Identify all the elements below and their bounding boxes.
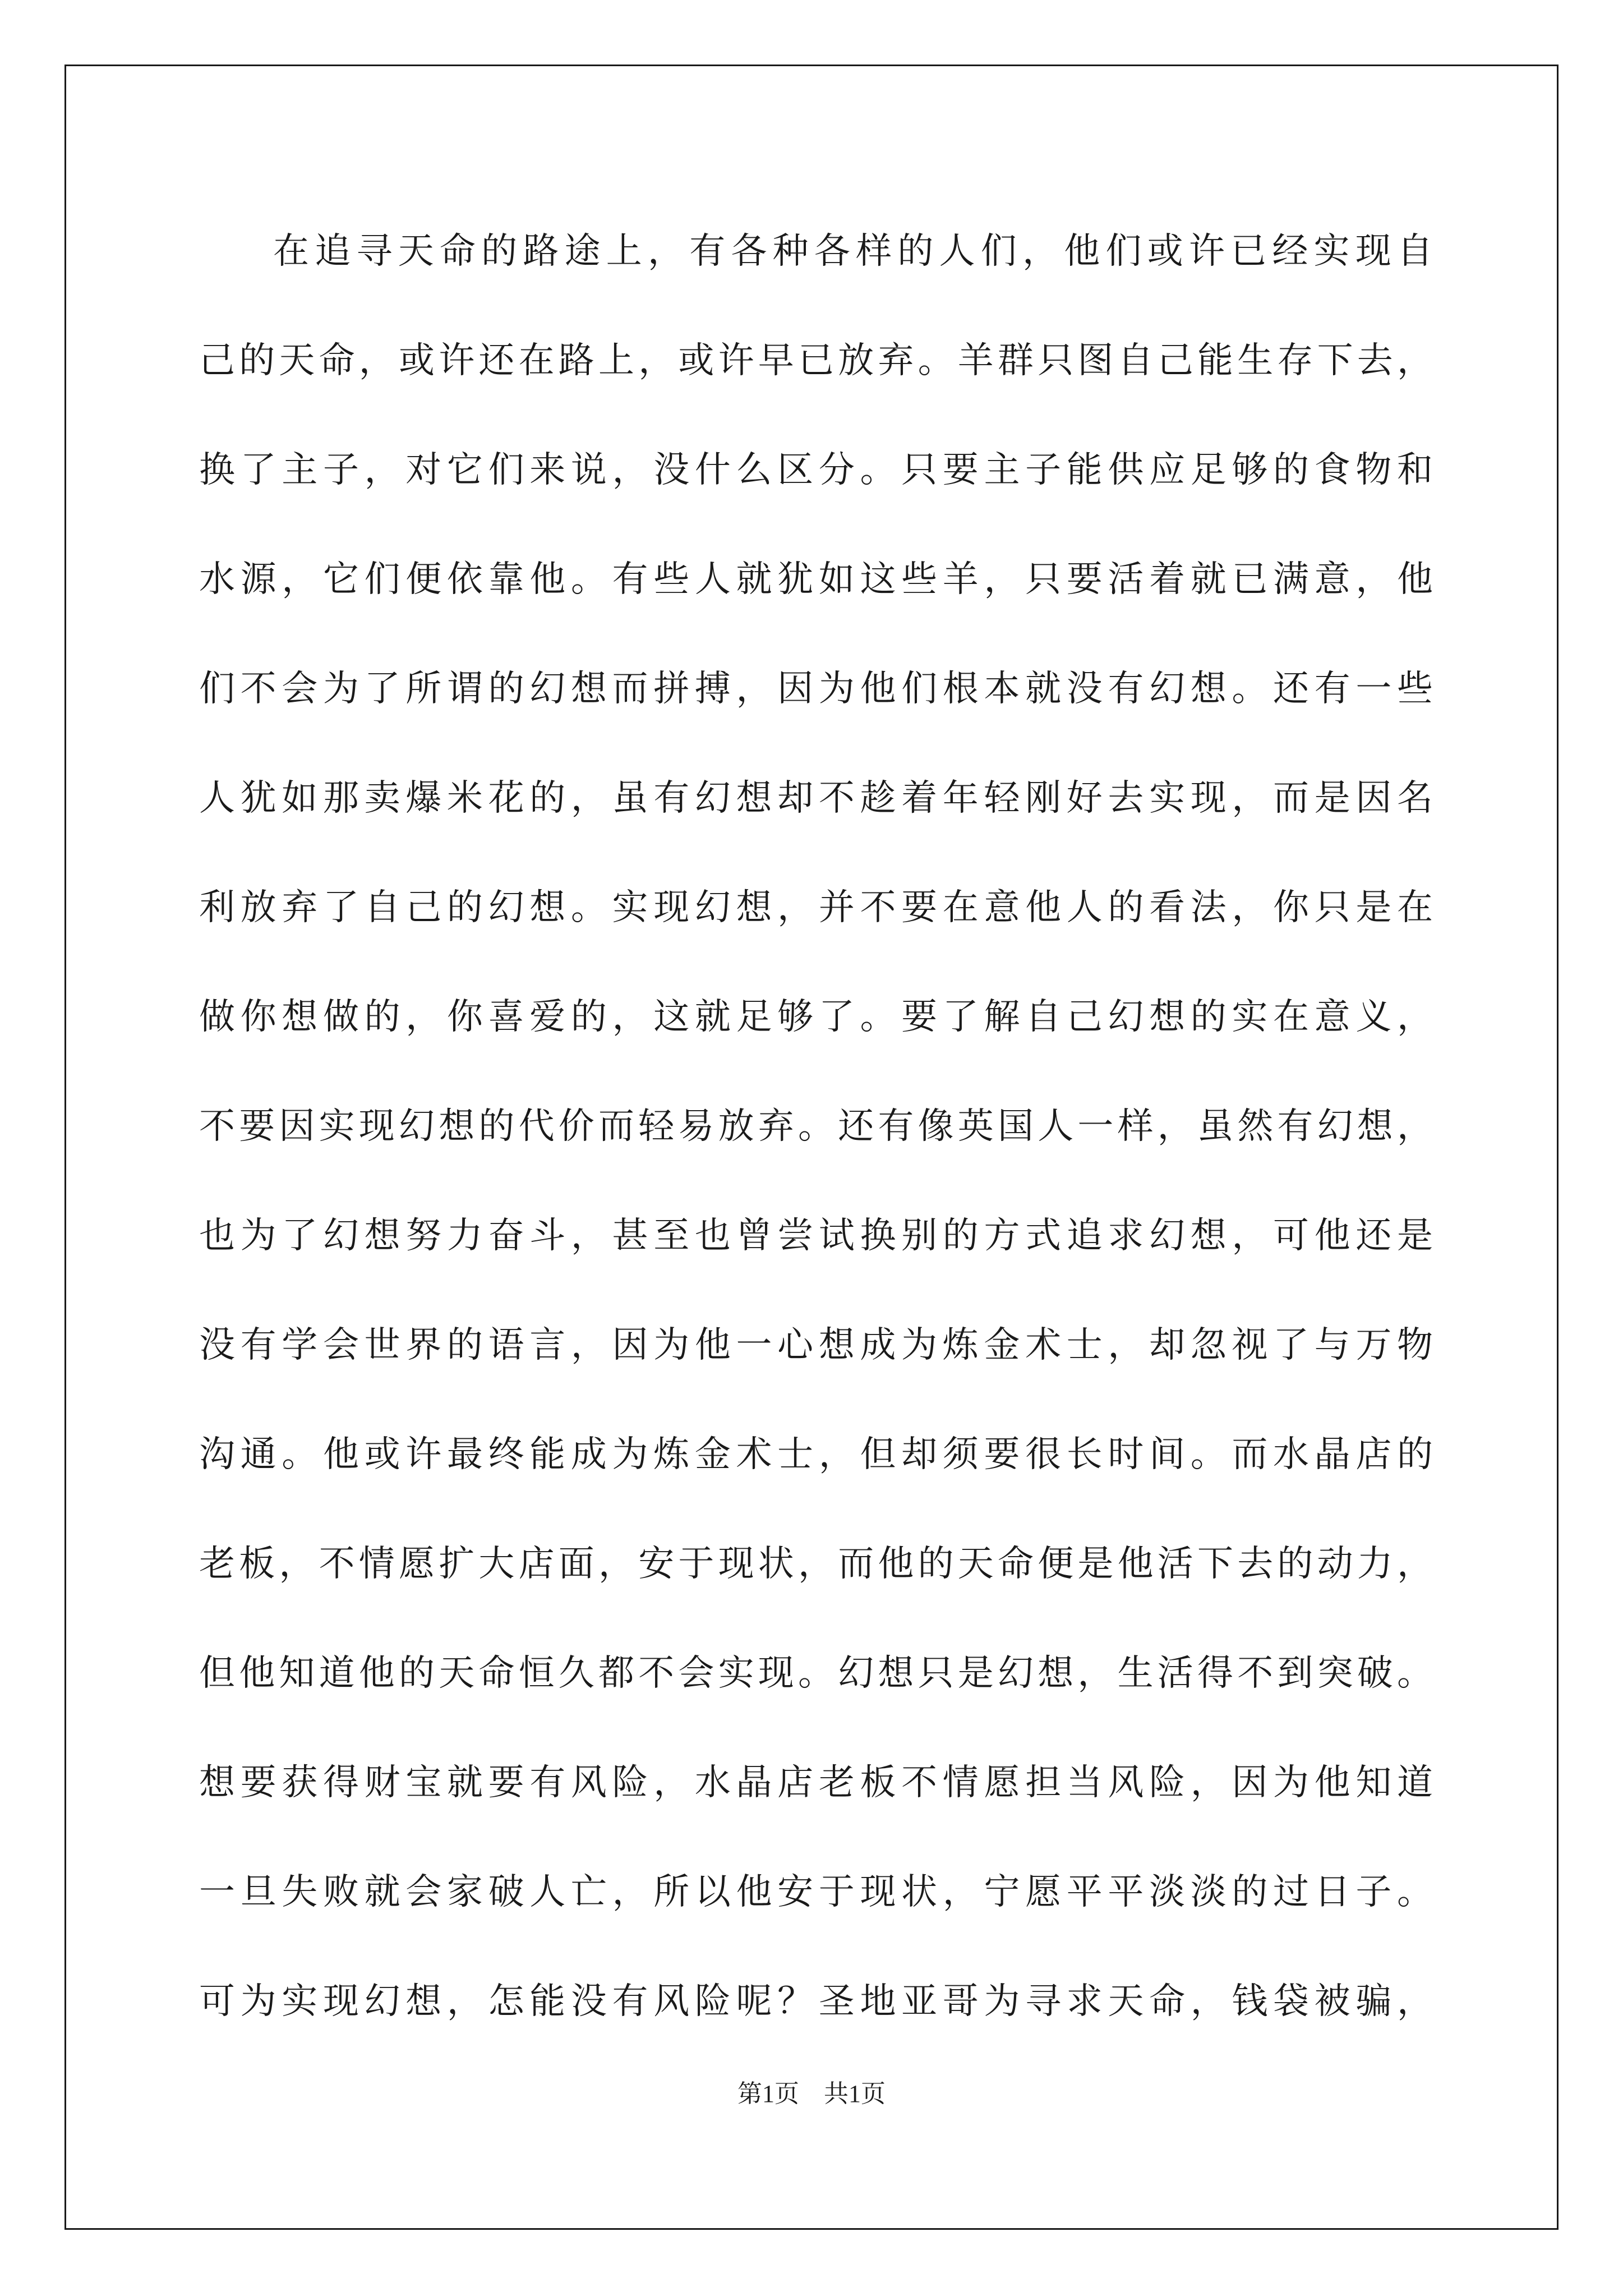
paragraph-line: 没有学会世界的语言，因为他一心想成为炼金术士，却忽视了与万物 — [199, 1324, 1433, 1366]
paragraph-line: 不要因实现幻想的代价而轻易放弃。还有像英国人一样，虽然有幻想， — [199, 1106, 1433, 1147]
paragraph-line: 在追寻天命的路途上，有各种各样的人们，他们或许已经实现自 — [273, 231, 1433, 272]
paragraph-line: 沟通。他或许最终能成为炼金术士，但却须要很长时间。而水晶店的 — [199, 1434, 1433, 1475]
paragraph-line: 想要获得财宝就要有风险，水晶店老板不情愿担当风险，因为他知道 — [199, 1762, 1433, 1803]
paragraph-line: 老板，不情愿扩大店面，安于现状，而他的天命便是他活下去的动力， — [199, 1543, 1433, 1585]
page-footer: 第1页 共1页 — [737, 2080, 886, 2108]
paragraph-line: 水源，它们便依靠他。有些人就犹如这些羊，只要活着就已满意，他 — [199, 559, 1433, 600]
paragraph-line: 但他知道他的天命恒久都不会实现。幻想只是幻想，生活得不到突破。 — [199, 1653, 1433, 1694]
paragraph-line: 也为了幻想努力奋斗，甚至也曾尝试换别的方式追求幻想，可他还是 — [199, 1215, 1433, 1257]
paragraph-line: 换了主子，对它们来说，没什么区分。只要主子能供应足够的食物和 — [199, 449, 1433, 491]
paragraph-line: 利放弃了自己的幻想。实现幻想，并不要在意他人的看法，你只是在 — [199, 887, 1433, 928]
paragraph-line: 做你想做的，你喜爱的，这就足够了。要了解自己幻想的实在意义， — [199, 996, 1433, 1038]
body-paragraph — [199, 215, 1433, 2074]
paragraph-line: 一旦失败就会家破人亡，所以他安于现状，宁愿平平淡淡的过日子。 — [199, 1871, 1433, 1913]
paragraph-line: 人犹如那卖爆米花的，虽有幻想却不趁着年轻刚好去实现，而是因名 — [199, 777, 1433, 819]
paragraph-line: 们不会为了所谓的幻想而拼搏，因为他们根本就没有幻想。还有一些 — [199, 668, 1433, 710]
paragraph-line: 己的天命，或许还在路上，或许早已放弃。羊群只图自己能生存下去， — [199, 340, 1433, 381]
paragraph-line: 可为实现幻想，怎能没有风险呢？圣地亚哥为寻求天命，钱袋被骗， — [199, 1981, 1433, 2022]
